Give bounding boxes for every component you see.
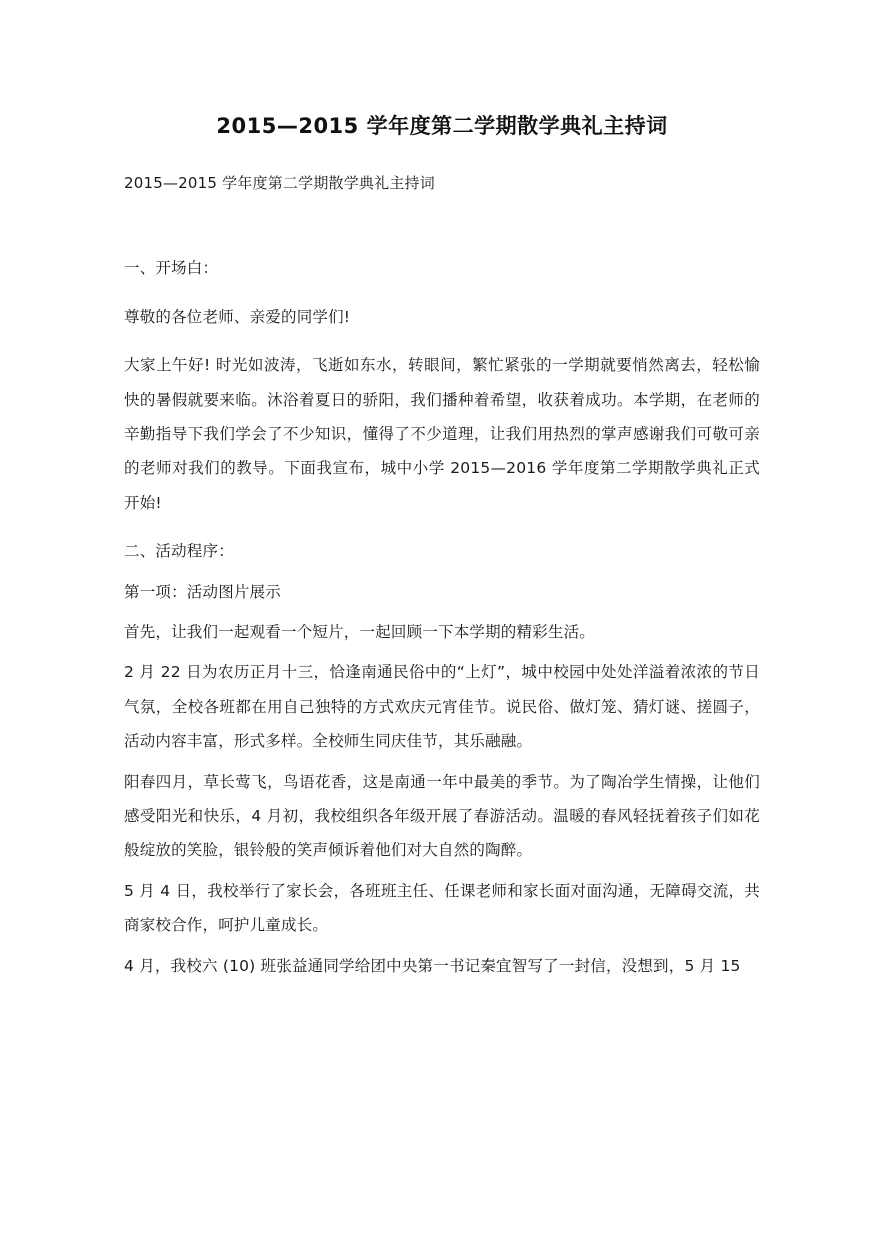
paragraph-video-intro: 首先，让我们一起观看一个短片，一起回顾一下本学期的精彩生活。 <box>124 623 596 642</box>
document-content <box>124 0 760 983</box>
paragraph-greeting: 尊敬的各位老师、亲爱的同学们! <box>124 307 351 326</box>
paragraph-opening-speech: 大家上午好! 时光如波涛，飞逝如东水，转眼间，繁忙紧张的一学期就要悄然离去，轻松愉快的暑假就要来临。沐浴着夏日的骄阳，我们播种着希望，收获着成功。本学期，在老师的辛勤指导下我们学会了不少知识，懂得了不少道理，让我们用热烈的掌声感谢我们可敬可亲的老师对我们的教导。下面我宣布，城中小学 2015—2016 学年度第二学期散学典礼正式开始! <box>124 356 760 512</box>
document-subtitle: 2015—2015 学年度第二学期散学典礼主持词 <box>124 174 435 193</box>
page-title: 2015—2015 学年度第二学期散学典礼主持词 <box>216 114 668 138</box>
section-heading-opening: 一、开场白： <box>124 259 219 278</box>
paragraph-parents-meeting: 5 月 4 日，我校举行了家长会，各班班主任、任课老师和家长面对面沟通，无障碍交流，共商家校合作，呵护儿童成长。 <box>124 881 760 935</box>
paragraph-lantern-festival: 2 月 22 日为农历正月十三，恰逢南通民俗中的“上灯”，城中校园中处处洋溢着浓浓的节日气氛，全校各班都在用自己独特的方式欢庆元宵佳节。说民俗、做灯笼、猜灯谜、搓圆子，活动内容丰富，形式多样。全校师生同庆佳节，其乐融融。 <box>124 663 760 751</box>
paragraph-item-one: 第一项：活动图片展示 <box>124 582 282 601</box>
paragraph-letter-story: 4 月，我校六 (10) 班张益通同学给团中央第一书记秦宜智写了一封信，没想到，5 月 15 <box>124 956 741 975</box>
paragraph-spring-outing: 阳春四月，草长莺飞，鸟语花香，这是南通一年中最美的季节。为了陶冶学生情操，让他们感受阳光和快乐，4 月初，我校组织各年级开展了春游活动。温暖的春风轻抚着孩子们如花般绽放的笑脸，银铃般的笑声倾诉着他们对大自然的陶醉。 <box>124 772 760 860</box>
section-heading-program: 二、活动程序： <box>124 542 234 561</box>
